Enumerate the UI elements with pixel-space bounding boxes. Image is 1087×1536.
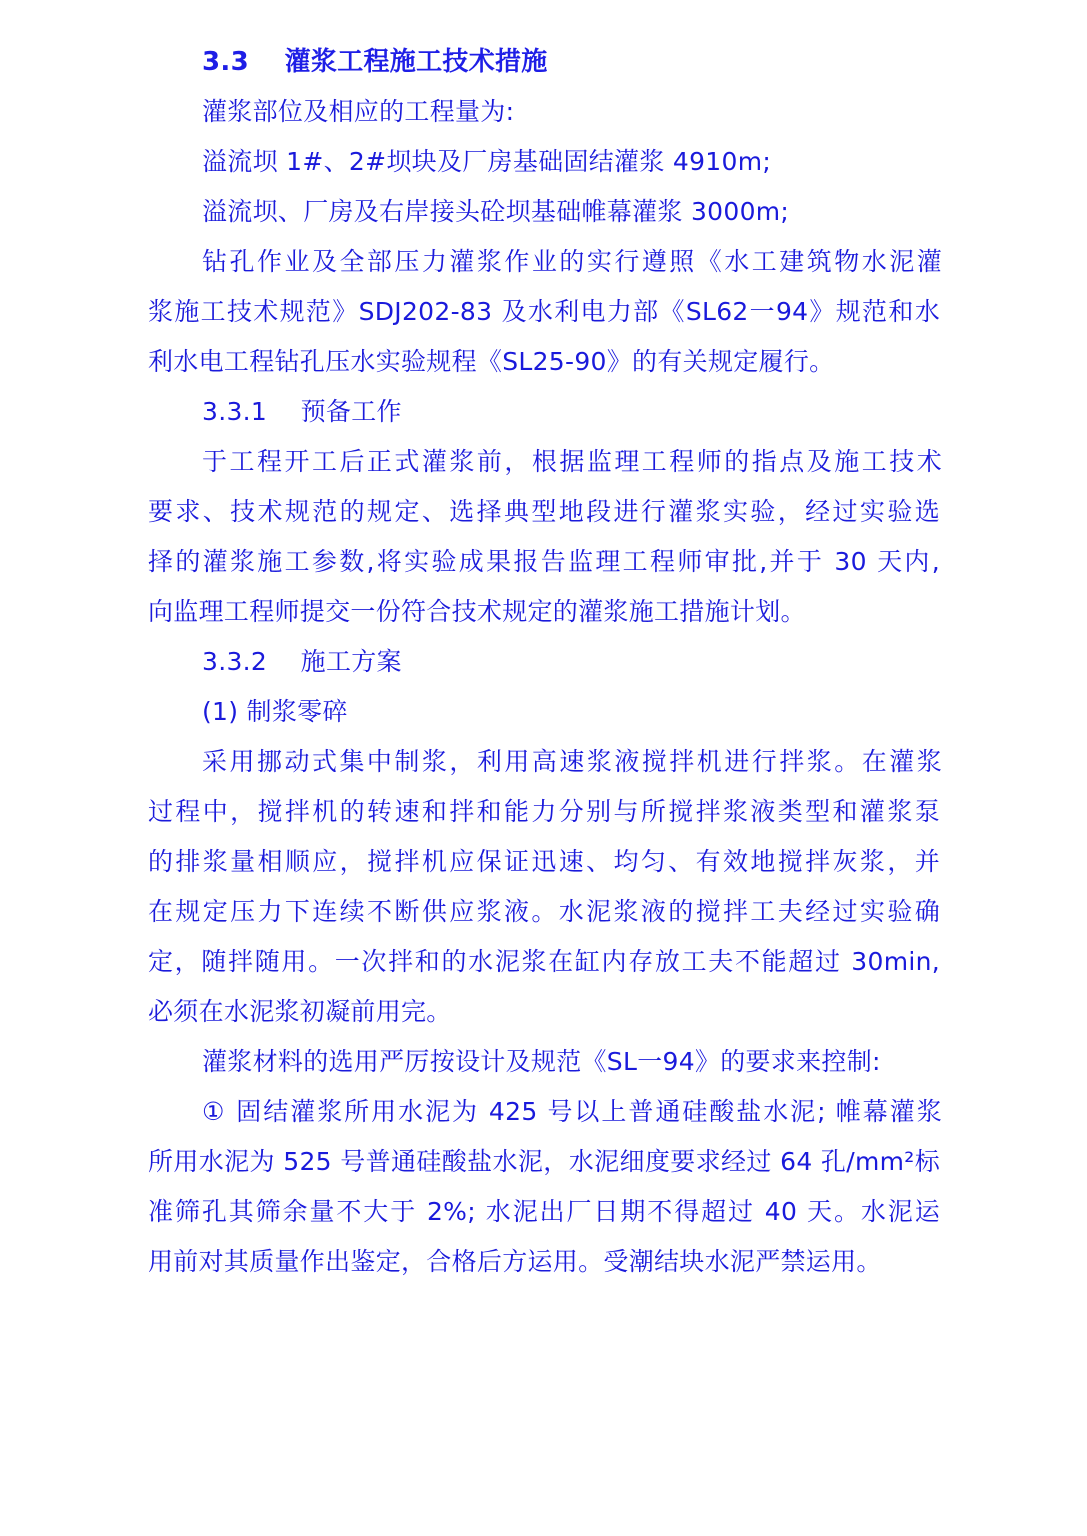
paragraph-line: 利水电工程钻孔压水实验规程《SL25-90》的有关规定履行。: [148, 347, 835, 376]
paragraph-line: 要求、技术规范的规定、选择典型地段进行灌浆实验，经过实验选: [148, 497, 940, 526]
paragraph-line: 准筛孔其筛余量不大于 2%; 水泥出厂日期不得超过 40 天。水泥运: [148, 1197, 940, 1226]
paragraph-line: 的排浆量相顺应，搅拌机应保证迅速、均匀、有效地搅拌灰浆，并: [148, 847, 940, 876]
list-item-heading: (1) 制浆零碎: [202, 697, 348, 726]
subsection-heading: 3.3.1 预备工作: [202, 397, 402, 426]
paragraph-line: 向监理工程师提交一份符合技术规定的灌浆施工措施计划。: [148, 597, 806, 626]
paragraph-line: 所用水泥为 525 号普通硅酸盐水泥，水泥细度要求经过 64 孔/mm²标: [148, 1147, 940, 1176]
paragraph-line: 必须在水泥浆初凝前用完。: [148, 997, 452, 1026]
paragraph-line: 溢流坝 1#、2#坝块及厂房基础固结灌浆 4910m;: [202, 147, 772, 176]
paragraph-line: 过程中，搅拌机的转速和拌和能力分别与所搅拌浆液类型和灌浆泵: [148, 797, 940, 826]
paragraph-line: 溢流坝、厂房及右岸接头砼坝基础帷幕灌浆 3000m;: [202, 197, 790, 226]
paragraph-line: 在规定压力下连续不断供应浆液。水泥浆液的搅拌工夫经过实验确: [148, 897, 940, 926]
paragraph-line: ① 固结灌浆所用水泥为 425 号以上普通硅酸盐水泥; 帷幕灌浆: [202, 1097, 942, 1126]
subsection-heading: 3.3.2 施工方案: [202, 647, 402, 676]
paragraph-line: 灌浆材料的选用严厉按设计及规范《SL一94》的要求来控制:: [202, 1047, 881, 1076]
paragraph-line: 定，随拌随用。一次拌和的水泥浆在缸内存放工夫不能超过 30min,: [148, 947, 940, 976]
section-heading: 3.3 灌浆工程施工技术措施: [202, 47, 548, 77]
paragraph-line: 采用挪动式集中制浆，利用高速浆液搅拌机进行拌浆。在灌浆: [202, 747, 942, 776]
paragraph-line: 灌浆部位及相应的工程量为:: [202, 97, 515, 126]
paragraph-line: 浆施工技术规范》SDJ202-83 及水利电力部《SL62一94》规范和水: [148, 297, 940, 326]
paragraph-line: 于工程开工后正式灌浆前，根据监理工程师的指点及施工技术: [202, 447, 942, 476]
paragraph-line: 择的灌浆施工参数,将实验成果报告监理工程师审批,并于 30 天内,: [148, 547, 940, 576]
paragraph-line: 钻孔作业及全部压力灌浆作业的实行遵照《水工建筑物水泥灌: [202, 247, 942, 276]
paragraph-line: 用前对其质量作出鉴定，合格后方运用。受潮结块水泥严禁运用。: [148, 1247, 882, 1276]
